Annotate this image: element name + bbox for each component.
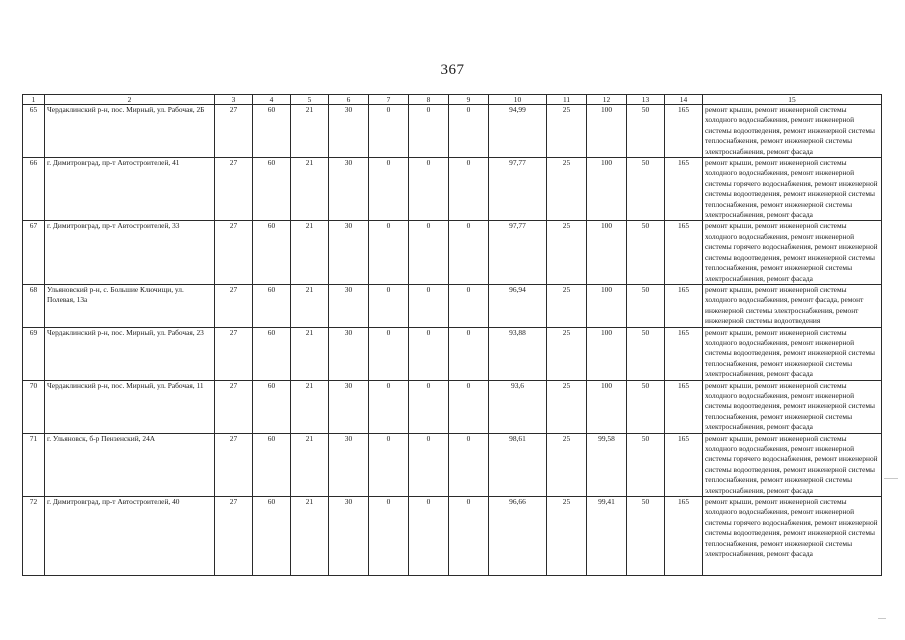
value-cell: 0 — [409, 380, 449, 433]
value-cell: 25 — [547, 158, 587, 221]
value-cell: 0 — [409, 327, 449, 380]
scan-mark — [878, 618, 886, 619]
value-cell: 50 — [627, 433, 665, 496]
value-cell: 30 — [329, 158, 369, 221]
value-cell: 100 — [587, 105, 627, 158]
column-header: 5 — [291, 95, 329, 105]
works-cell: ремонт крыши, ремонт инженерной системы холодного водоснабжения, ремонт инженерной системы горячего водоснабжения, ремонт инженерной системы водоотведения, ремонт инженерной системы теплоснабжения, ремонт инженерной системы электроснабжения, ремонт фасада — [703, 433, 882, 496]
value-cell: 50 — [627, 284, 665, 327]
address-cell: г. Димитровград, пр-т Автостроителей, 41 — [45, 158, 215, 221]
value-cell: 21 — [291, 105, 329, 158]
value-cell: 30 — [329, 221, 369, 284]
column-header: 4 — [253, 95, 291, 105]
value-cell: 97,77 — [489, 221, 547, 284]
value-cell: 50 — [627, 380, 665, 433]
column-header: 12 — [587, 95, 627, 105]
value-cell: 93,88 — [489, 327, 547, 380]
value-cell: 21 — [291, 284, 329, 327]
value-cell: 50 — [627, 105, 665, 158]
value-cell: 0 — [449, 221, 489, 284]
value-cell: 25 — [547, 380, 587, 433]
register-table — [22, 94, 882, 576]
value-cell: 0 — [369, 105, 409, 158]
address-cell: г. Димитровград, пр-т Автостроителей, 40 — [45, 497, 215, 576]
table-row — [23, 380, 882, 433]
column-header: 1 — [23, 95, 45, 105]
value-cell: 98,61 — [489, 433, 547, 496]
column-header: 13 — [627, 95, 665, 105]
table-row — [23, 433, 882, 496]
value-cell: 165 — [665, 158, 703, 221]
value-cell: 50 — [627, 497, 665, 576]
value-cell: 0 — [449, 327, 489, 380]
value-cell: 21 — [291, 380, 329, 433]
value-cell: 25 — [547, 105, 587, 158]
header-row — [23, 95, 882, 105]
value-cell: 60 — [253, 433, 291, 496]
value-cell: 60 — [253, 158, 291, 221]
value-cell: 30 — [329, 380, 369, 433]
value-cell: 93,6 — [489, 380, 547, 433]
value-cell: 0 — [409, 433, 449, 496]
works-cell: ремонт крыши, ремонт инженерной системы холодного водоснабжения, ремонт инженерной системы водоотведения, ремонт инженерной системы теплоснабжения, ремонт инженерной системы электроснабжения, ремонт фасада — [703, 327, 882, 380]
table-body — [23, 105, 882, 576]
column-header: 9 — [449, 95, 489, 105]
value-cell: 30 — [329, 497, 369, 576]
value-cell: 0 — [369, 380, 409, 433]
column-header: 8 — [409, 95, 449, 105]
value-cell: 96,66 — [489, 497, 547, 576]
page-number: 367 — [440, 62, 465, 78]
address-cell: г. Димитровград, пр-т Автостроителей, 33 — [45, 221, 215, 284]
value-cell: 100 — [587, 380, 627, 433]
value-cell: 97,77 — [489, 158, 547, 221]
value-cell: 94,99 — [489, 105, 547, 158]
value-cell: 0 — [369, 284, 409, 327]
column-header: 10 — [489, 95, 547, 105]
value-cell: 165 — [665, 380, 703, 433]
row-number-cell: 70 — [23, 380, 45, 433]
value-cell: 0 — [409, 158, 449, 221]
value-cell: 60 — [253, 105, 291, 158]
value-cell: 100 — [587, 158, 627, 221]
column-header: 14 — [665, 95, 703, 105]
table-row — [23, 327, 882, 380]
value-cell: 50 — [627, 327, 665, 380]
works-cell: ремонт крыши, ремонт инженерной системы холодного водоснабжения, ремонт инженерной системы горячего водоснабжения, ремонт инженерной системы водоотведения, ремонт инженерной системы теплоснабжения, ремонт инженерной системы электроснабжения, ремонт фасада — [703, 497, 882, 576]
value-cell: 0 — [409, 221, 449, 284]
value-cell: 60 — [253, 221, 291, 284]
value-cell: 96,94 — [489, 284, 547, 327]
value-cell: 25 — [547, 284, 587, 327]
value-cell: 0 — [409, 105, 449, 158]
value-cell: 0 — [409, 497, 449, 576]
column-header: 7 — [369, 95, 409, 105]
column-header: 3 — [215, 95, 253, 105]
value-cell: 99,41 — [587, 497, 627, 576]
row-number-cell: 71 — [23, 433, 45, 496]
table-row — [23, 221, 882, 284]
value-cell: 27 — [215, 380, 253, 433]
value-cell: 21 — [291, 158, 329, 221]
value-cell: 27 — [215, 105, 253, 158]
value-cell: 25 — [547, 433, 587, 496]
value-cell: 165 — [665, 284, 703, 327]
table-row — [23, 497, 882, 576]
value-cell: 30 — [329, 284, 369, 327]
value-cell: 165 — [665, 497, 703, 576]
value-cell: 60 — [253, 497, 291, 576]
value-cell: 0 — [449, 105, 489, 158]
address-cell: Чердаклинский р-н, пос. Мирный, ул. Рабочая, 2Б — [45, 105, 215, 158]
row-number-cell: 67 — [23, 221, 45, 284]
value-cell: 50 — [627, 158, 665, 221]
value-cell: 99,58 — [587, 433, 627, 496]
value-cell: 21 — [291, 433, 329, 496]
works-cell: ремонт крыши, ремонт инженерной системы холодного водоснабжения, ремонт инженерной системы горячего водоснабжения, ремонт инженерной системы водоотведения, ремонт инженерной системы теплоснабжения, ремонт инженерной системы электроснабжения, ремонт фасада — [703, 158, 882, 221]
value-cell: 21 — [291, 327, 329, 380]
works-cell: ремонт крыши, ремонт инженерной системы холодного водоснабжения, ремонт инженерной системы водоотведения, ремонт инженерной системы теплоснабжения, ремонт инженерной системы электроснабжения, ремонт фасада — [703, 105, 882, 158]
value-cell: 0 — [369, 497, 409, 576]
works-cell: ремонт крыши, ремонт инженерной системы холодного водоснабжения, ремонт фасада, ремонт инженерной системы электроснабжения, ремонт инженерной системы водоотведения — [703, 284, 882, 327]
value-cell: 27 — [215, 497, 253, 576]
value-cell: 27 — [215, 327, 253, 380]
value-cell: 50 — [627, 221, 665, 284]
value-cell: 100 — [587, 221, 627, 284]
value-cell: 0 — [449, 380, 489, 433]
address-cell: Чердаклинский р-н, пос. Мирный, ул. Рабочая, 23 — [45, 327, 215, 380]
address-cell: г. Ульяновск, б-р Пензенский, 24А — [45, 433, 215, 496]
value-cell: 0 — [369, 221, 409, 284]
value-cell: 0 — [449, 433, 489, 496]
address-cell: Чердаклинский р-н, пос. Мирный, ул. Рабочая, 11 — [45, 380, 215, 433]
value-cell: 60 — [253, 327, 291, 380]
value-cell: 30 — [329, 433, 369, 496]
table-row — [23, 284, 882, 327]
table-row — [23, 105, 882, 158]
value-cell: 25 — [547, 327, 587, 380]
value-cell: 30 — [329, 105, 369, 158]
value-cell: 0 — [369, 158, 409, 221]
scan-mark — [884, 478, 898, 479]
value-cell: 0 — [449, 158, 489, 221]
row-number-cell: 69 — [23, 327, 45, 380]
value-cell: 30 — [329, 327, 369, 380]
value-cell: 0 — [369, 433, 409, 496]
value-cell: 27 — [215, 158, 253, 221]
value-cell: 0 — [449, 497, 489, 576]
value-cell: 100 — [587, 284, 627, 327]
row-number-cell: 68 — [23, 284, 45, 327]
column-header: 15 — [703, 95, 882, 105]
value-cell: 21 — [291, 221, 329, 284]
value-cell: 165 — [665, 327, 703, 380]
value-cell: 27 — [215, 284, 253, 327]
value-cell: 0 — [369, 327, 409, 380]
value-cell: 60 — [253, 380, 291, 433]
value-cell: 27 — [215, 433, 253, 496]
value-cell: 25 — [547, 497, 587, 576]
value-cell: 27 — [215, 221, 253, 284]
column-header: 11 — [547, 95, 587, 105]
value-cell: 60 — [253, 284, 291, 327]
column-header: 6 — [329, 95, 369, 105]
works-cell: ремонт крыши, ремонт инженерной системы холодного водоснабжения, ремонт инженерной системы горячего водоснабжения, ремонт инженерной системы водоотведения, ремонт инженерной системы теплоснабжения, ремонт инженерной системы электроснабжения, ремонт фасада — [703, 221, 882, 284]
value-cell: 0 — [449, 284, 489, 327]
value-cell: 165 — [665, 105, 703, 158]
value-cell: 0 — [409, 284, 449, 327]
table-row — [23, 158, 882, 221]
works-cell: ремонт крыши, ремонт инженерной системы холодного водоснабжения, ремонт инженерной системы водоотведения, ремонт инженерной системы теплоснабжения, ремонт инженерной системы электроснабжения, ремонт фасада — [703, 380, 882, 433]
row-number-cell: 72 — [23, 497, 45, 576]
column-header: 2 — [45, 95, 215, 105]
value-cell: 21 — [291, 497, 329, 576]
address-cell: Ульяновский р-н, с. Большие Ключищи, ул. Полевая, 13а — [45, 284, 215, 327]
value-cell: 25 — [547, 221, 587, 284]
value-cell: 100 — [587, 327, 627, 380]
row-number-cell: 65 — [23, 105, 45, 158]
value-cell: 165 — [665, 433, 703, 496]
row-number-cell: 66 — [23, 158, 45, 221]
value-cell: 165 — [665, 221, 703, 284]
